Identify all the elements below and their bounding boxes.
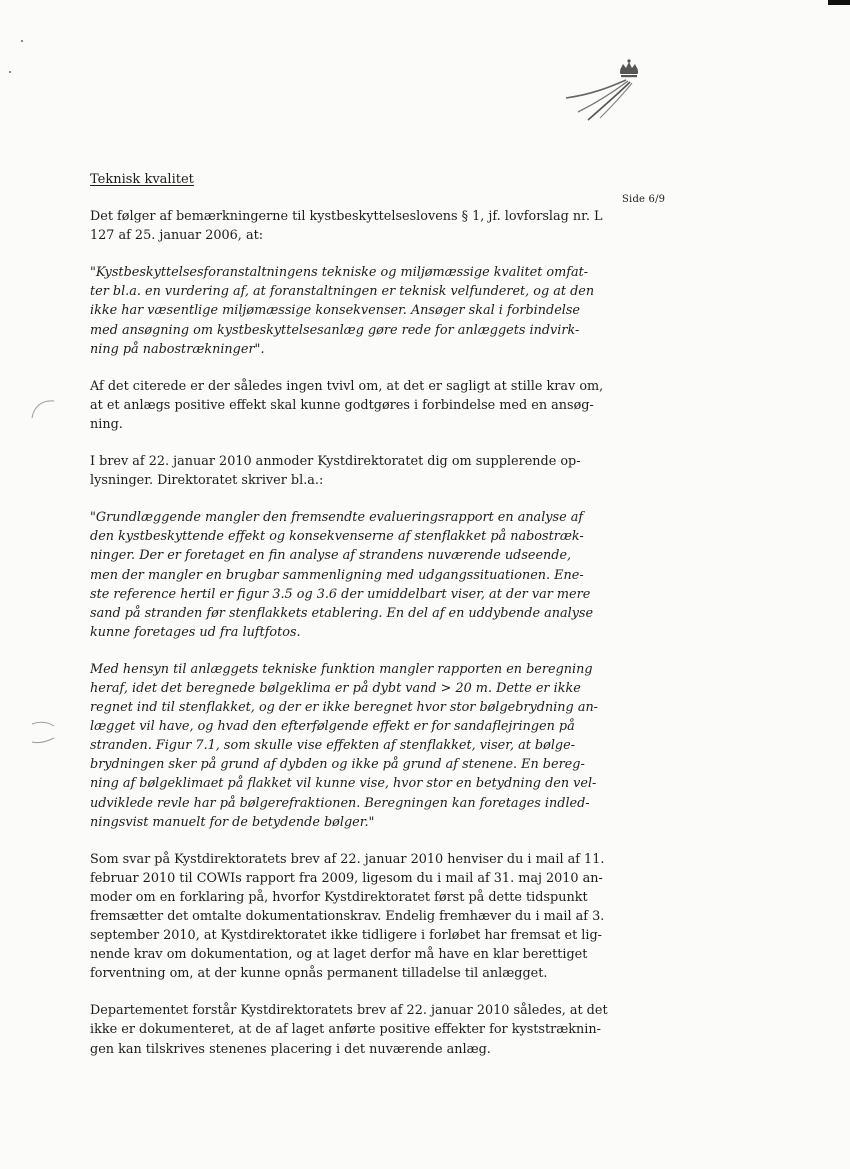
text-line: stranden. Figur 7.1, som skulle vise effekten af stenflakket, viser, at bølge-: [90, 738, 576, 754]
text-line: kunne foretages ud fra luftfotos.: [90, 624, 301, 640]
text-line: I brev af 22. januar 2010 anmoder Kystdirektoratet dig om supplerende op-: [90, 454, 581, 470]
text-line: udviklede revle har på bølgerefraktionen. Beregningen kan foretages indled-: [90, 795, 590, 811]
text-line: ninger. Der er foretaget en fin analyse af strandens nuværende udseende,: [90, 548, 572, 564]
text-line: heraf, idet det beregnede bølgeklima er på dybt vand > 20 m. Dette er ikke: [90, 680, 581, 696]
text-line: brydningen sker på grund af dybden og ikke på grund af stenene. En bereg-: [90, 757, 585, 773]
scan-dot: [9, 71, 11, 73]
text-line: moder om en forklaring på, hvorfor Kystdirektoratet først på dette tidspunkt: [90, 889, 588, 905]
body-paragraph: [90, 452, 582, 490]
text-line: nende krav om dokumentation, og at laget derfor må have en klar berettiget: [90, 947, 588, 963]
text-line: ning af bølgeklimaet på flakket vil kunne vise, hvor stor en betydning den vel-: [90, 776, 597, 792]
text-line: fremsætter det omtalte dokumentationskrav. Endelig fremhæver du i mail af 3.: [90, 909, 605, 924]
text-line: lysninger. Direktoratet skriver bl.a.:: [90, 473, 324, 489]
punch-hole-mark: [30, 398, 56, 420]
quoted-paragraph: [90, 508, 594, 642]
text-line: Departementet forstår Kystdirektoratets brev af 22. januar 2010 således, at det: [90, 1003, 608, 1019]
text-line: Det følger af bemærkningerne til kystbeskyttelseslovens § 1, jf. lovforslag nr. L: [90, 209, 603, 225]
text-line: Med hensyn til anlæggets tekniske funktion mangler rapporten en beregning: [90, 661, 593, 677]
text-line: at et anlægs positive effekt skal kunne godtgøres i forbindelse med en ansøg-: [90, 397, 594, 413]
text-line: ningsvist manuelt for de betydende bølger.": [90, 814, 375, 830]
body-paragraph: [90, 850, 605, 984]
punch-hole-mark: [30, 736, 56, 758]
section-heading: Teknisk kvalitet: [90, 172, 194, 187]
text-line: med ansøgning om kystbeskyttelsesanlæg gøre rede for anlæggets indvirk-: [90, 322, 580, 338]
text-line: regnet ind til stenflakket, og der er ikke beregnet hvor stor bølgebrydning an-: [90, 700, 599, 716]
text-line: ikke har væsentlige miljømæssige konsekvenser. Ansøger skal i forbindelse: [90, 303, 580, 319]
text-line: men der mangler en brugbar sammenligning med udgangssituationen. Ene-: [90, 567, 584, 583]
text-line: september 2010, at Kystdirektoratet ikke tidligere i forløbet har fremsat et lig-: [90, 928, 602, 944]
body-paragraph: [90, 207, 603, 245]
text-line: ning på nabostrækninger".: [90, 341, 265, 357]
text-line: ste reference hertil er figur 3.5 og 3.6 der umiddelbart viser, at der var mere: [90, 586, 591, 602]
text-line: Som svar på Kystdirektoratets brev af 22. januar 2010 henviser du i mail af 11.: [90, 851, 605, 867]
text-line: ning.: [90, 416, 123, 432]
text-line: "Kystbeskyttelsesforanstaltningens tekniske og miljømæssige kvalitet omfat-: [90, 265, 589, 281]
text-line: 127 af 25. januar 2006, at:: [90, 228, 264, 244]
text-line: forventning om, at der kunne opnås permanent tilladelse til anlægget.: [90, 966, 548, 982]
text-line: lægget vil have, og hvad den efterfølgende effekt er for sandaflejringen på: [90, 719, 575, 735]
text-line: "Grundlæggende mangler den fremsendte evalueringsrapport en analyse af: [90, 510, 584, 526]
text-line: ikke er dokumenteret, at de af laget anførte positive effekter for kyststræknin-: [90, 1022, 601, 1038]
crown-emblem-icon: [560, 58, 650, 122]
quoted-paragraph: [90, 660, 599, 832]
text-line: ter bl.a. en vurdering af, at foranstaltningen er teknisk velfunderet, og at den: [90, 284, 595, 300]
text-line: Af det citerede er der således ingen tvivl om, at det er sagligt at stille krav om,: [90, 378, 604, 394]
scan-dot: [21, 40, 23, 42]
text-line: den kystbeskyttende effekt og konsekvenserne af stenflakket på nabostræk-: [90, 529, 584, 545]
page-number: Side 6/9: [622, 194, 666, 205]
text-line: februar 2010 til COWIs rapport fra 2009, ligesom du i mail af 31. maj 2010 an-: [90, 870, 603, 886]
quoted-paragraph: [90, 263, 595, 358]
scan-corner-mark: [828, 0, 850, 5]
body-paragraph: [90, 1001, 608, 1058]
document-body: [90, 170, 608, 1077]
body-paragraph: [90, 377, 604, 434]
text-line: gen kan tilskrives stenenes placering i det nuværende anlæg.: [90, 1041, 491, 1057]
text-line: sand på stranden før stenflakkets etablering. En del af en uddybende analyse: [90, 605, 594, 621]
